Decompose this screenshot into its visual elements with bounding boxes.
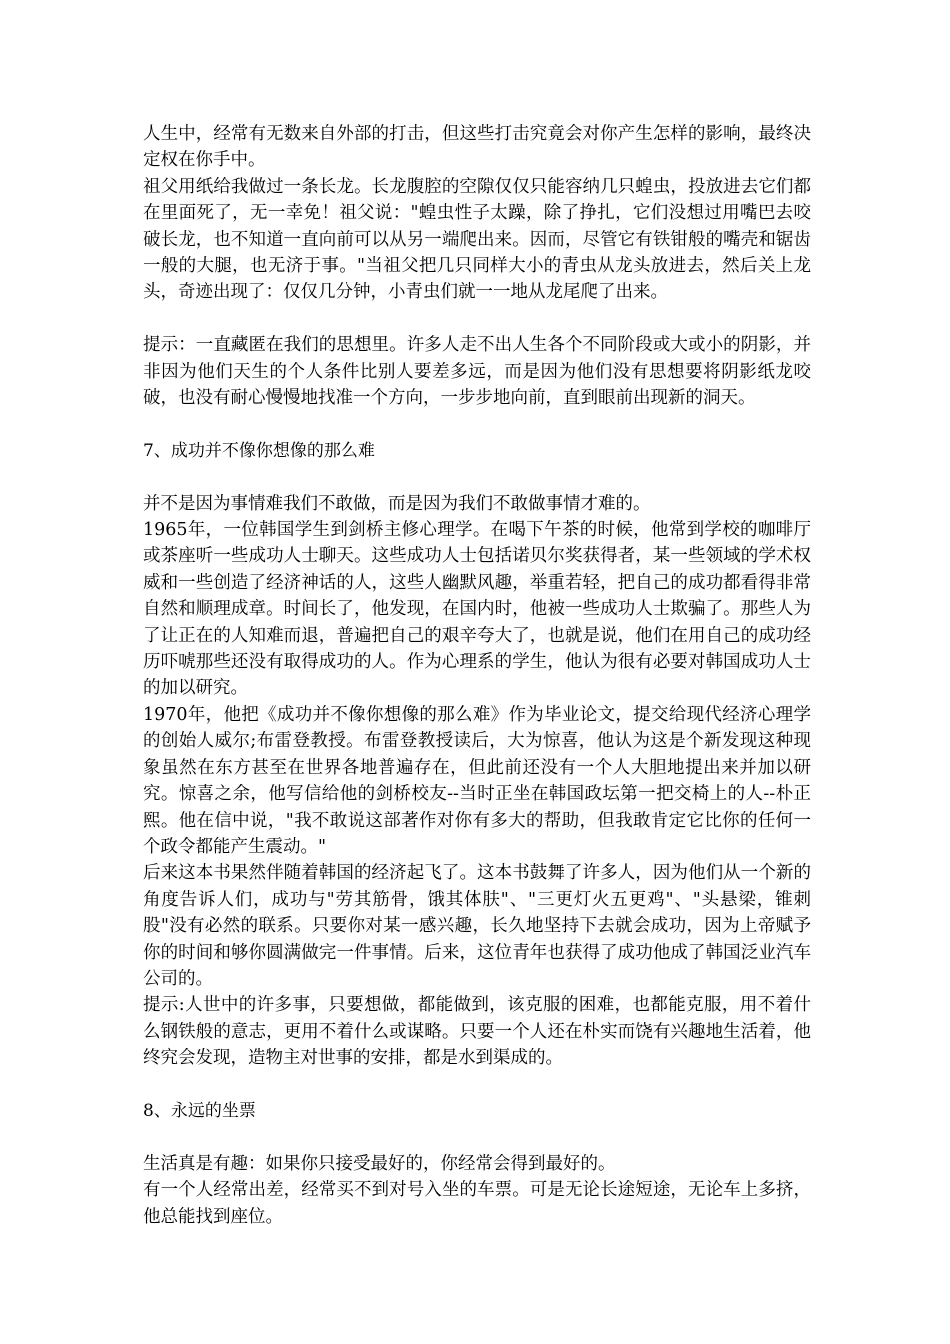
paragraph-story: 祖父用纸给我做过一条长龙。长龙腹腔的空隙仅仅只能容纳几只蝗虫，投放进去它们都在里面死了，无一幸免！祖父说："蝗虫性子太躁，除了挣扎，它们没想过用嘴巴去咬破长龙，也不知道一直向前可以从另一端爬出来。因而，尽管它有铁钳般的嘴壳和锯齿一般的大腿，也无济于事。"当祖父把几只同样大小的青虫从龙头放进去，然后关上龙头，奇迹出现了：仅仅几分钟，小青虫们就一一地从龙尾爬了出来。: [143, 176, 811, 303]
paragraph-gap: [143, 411, 811, 437]
paragraph-story-2: 有一个人经常出差，经常买不到对号入坐的车票。可是无论长途短途，无论车上多挤，他总能找到座位。: [143, 1180, 811, 1227]
document-body: [143, 121, 811, 1230]
paragraph-gap: [143, 306, 811, 332]
paragraph-gap: [143, 1072, 811, 1098]
paragraph-later: 后来这本书果然伴随着韩国的经济起飞了。这本书鼓舞了许多人，因为他们从一个新的角度告诉人们，成功与"劳其筋骨，饿其体肤"、"三更灯火五更鸡"、"头悬梁，锥刺股"没有必然的联系。只要你对某一感兴趣，长久地坚持下去就会成功，因为上帝赋予你的时间和够你圆满做完一件事情。后来，这位青年也获得了成功他成了韩国泛业汽车公司的。: [143, 863, 811, 989]
paragraph-tip: 提示：一直藏匿在我们的思想里。许多人走不出人生各个不同阶段或大或小的阴影，并非因为他们天生的个人条件比别人要差多远，而是因为他们没有思想要将阴影纸龙咬破，也没有耐心慢慢地找准一个方向，一步步地向前，直到眼前出现新的洞天。: [143, 335, 811, 409]
section-heading-7: 7、成功并不像你想像的那么难: [143, 440, 375, 461]
section-heading-8: 8、永远的坐票: [143, 1100, 256, 1121]
paragraph-lead: 并不是因为事情难我们不敢做，而是因为我们不敢做事情才难的。: [143, 493, 651, 514]
paragraph-intro: 人生中，经常有无数来自外部的打击，但这些打击究竟会对你产生怎样的影响，最终决定权在你手中。: [143, 124, 811, 171]
paragraph-1970: 1970年，他把《成功并不像你想像的那么难》作为毕业论文，提交给现代经济心理学的创始人威尔;布雷登教授。布雷登教授读后，大为惊喜，他认为这是个新发现这种现象虽然在东方甚至在世界各地普遍存在，但此前还没有一个人大胆地提出来并加以研究。惊喜之余，他写信给他的剑桥校友--当时正坐在韩国政坛第一把交椅上的人--朴正熙。他在信中说，"我不敢说这部著作对你有多大的帮助，但我敢肯定它比你的任何一个政令都能产生震动。": [143, 704, 811, 857]
paragraph-gap: [143, 464, 811, 490]
paragraph-tip-2: 提示:人世中的许多事，只要想做，都能做到，该克服的困难，也都能克服，用不着什么钢铁般的意志，更用不着什么或谋略。只要一个人还在朴实而饶有兴趣地生活着，他终究会发现，造物主对世事的安排，都是水到渠成的。: [143, 995, 811, 1069]
paragraph-1965: 1965年，一位韩国学生到剑桥主修心理学。在喝下午茶的时候，他常到学校的咖啡厅或茶座听一些成功人士聊天。这些成功人士包括诺贝尔奖获得者，某一些领域的学术权威和一些创造了经济神话的人，这些人幽默风趣，举重若轻，把自己的成功都看得非常自然和顺理成章。时间长了，他发现，在国内时，他被一些成功人士欺骗了。那些人为了让正在的人知难而退，普遍把自己的艰辛夸大了，也就是说，他们在用自己的成功经历吓唬那些还没有取得成功的人。作为心理系的学生，他认为很有必要对韩国成功人士的加以研究。: [143, 520, 811, 699]
paragraph-gap: [143, 1124, 811, 1150]
paragraph-lead-2: 生活真是有趣：如果你只接受最好的，你经常会得到最好的。: [143, 1153, 616, 1174]
